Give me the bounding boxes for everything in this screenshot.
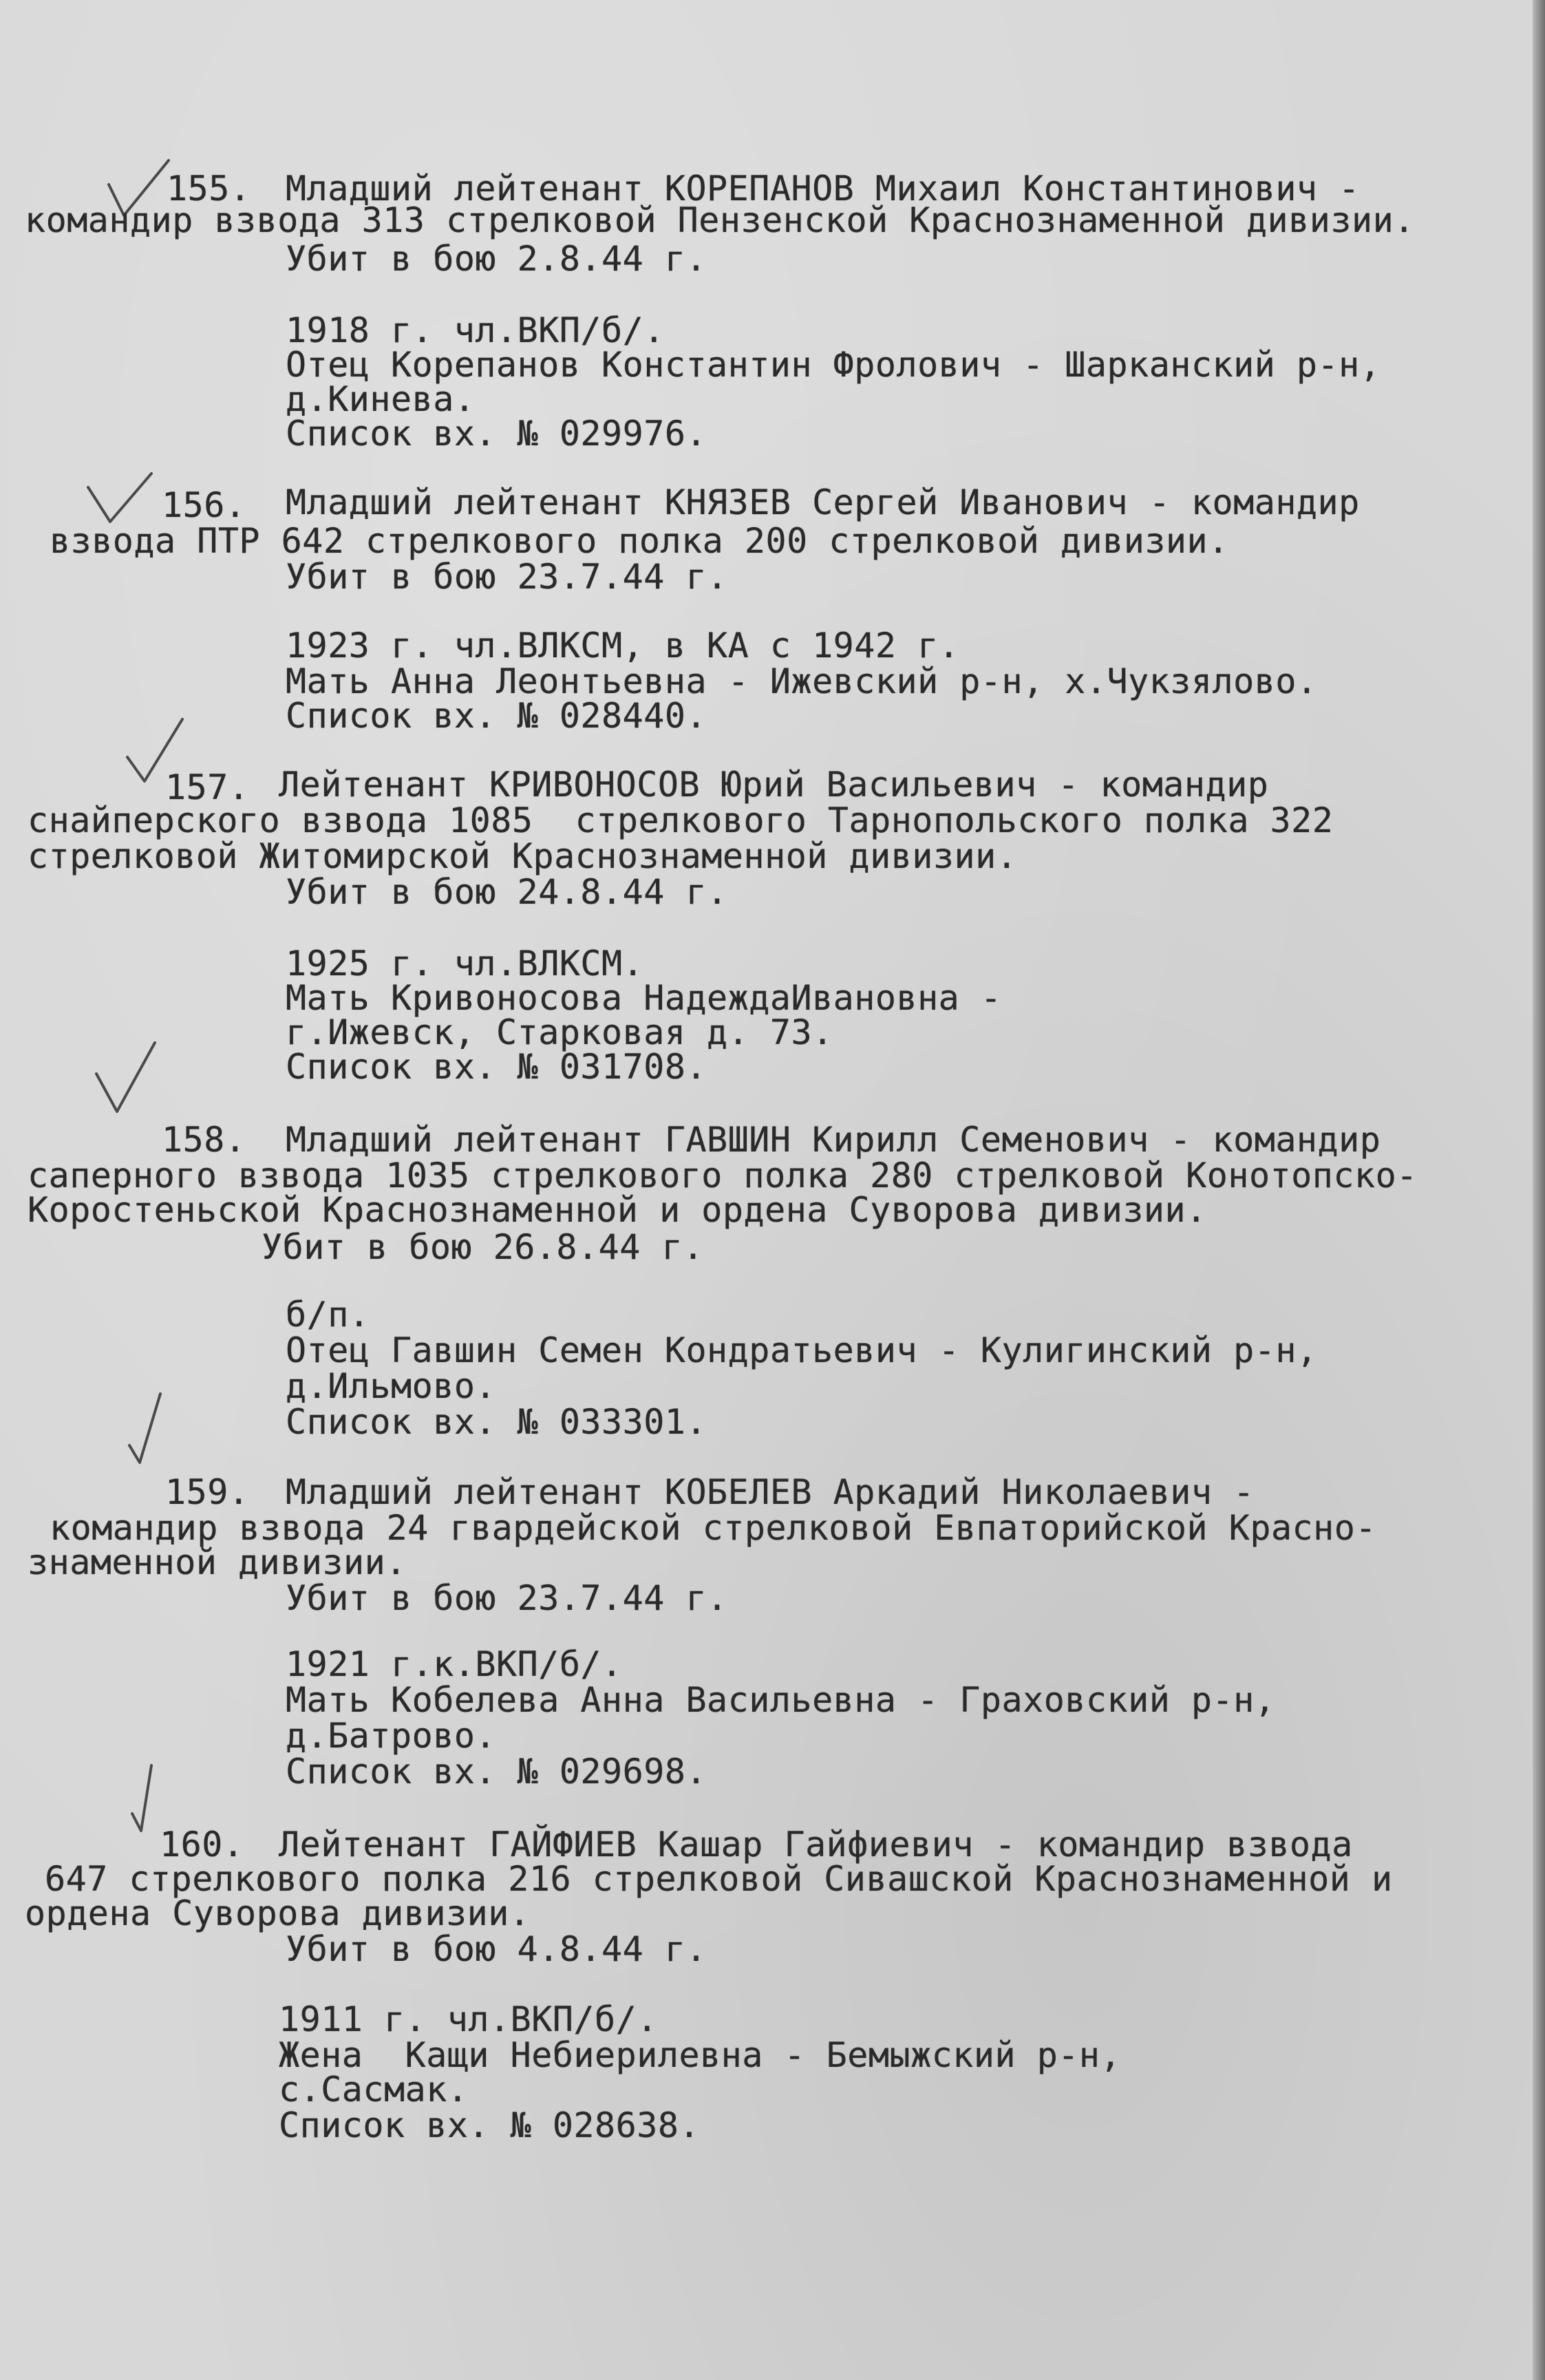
record-line: д.Ильмово. (286, 1366, 497, 1406)
record-line: снайперского взвода 1085 стрелкового Тарнопольского полка 322 (28, 800, 1334, 840)
record-line: знаменной дивизии. (28, 1542, 407, 1582)
record-line: д.Кинева. (286, 379, 476, 419)
record-line: г.Ижевск, Старковая д. 73. (286, 1012, 833, 1052)
record-line: 1918 г. чл.ВКП/б/. (286, 310, 665, 350)
record-line: Мать Анна Леонтьевна - Ижевский р-н, х.Чукзялово. (286, 661, 1318, 701)
record-line: командир взвода 24 гвардейской стрелковой Евпаторийской Красно- (50, 1508, 1376, 1548)
page-edge-shadow (1533, 0, 1545, 2380)
record-line: стрелковой Житомирской Краснознаменной дивизии. (28, 836, 1018, 876)
record-line: 647 стрелкового полка 216 стрелковой Сивашской Краснознаменной и (45, 1859, 1393, 1899)
record-number: 159. (165, 1472, 250, 1512)
record-number: 155. (167, 169, 251, 209)
record-killed: Убит в бою 23.7.44 г. (286, 557, 728, 597)
record-line: командир взвода 313 стрелковой Пензенской Краснознаменной дивизии. (25, 200, 1415, 240)
record-killed: Убит в бою 23.7.44 г. (286, 1578, 728, 1618)
record-line: Мать Кобелева Анна Васильевна - Граховский р-н, (286, 1680, 1276, 1720)
record-line: Отец Корепанов Константин Фролович - Шарканский р-н, (286, 345, 1381, 385)
record-line: Жена Кащи Небиерилевна - Бемыжский р-н, (279, 2035, 1122, 2075)
check-mark-icon (122, 1390, 198, 1466)
record-killed: Убит в бою 2.8.44 г. (286, 239, 707, 279)
record-killed: Убит в бою 4.8.44 г. (286, 1929, 707, 1969)
record-line: Отец Гавшин Семен Кондратьевич - Кулигинский р-н, (286, 1330, 1318, 1370)
record-list-number: Список вх. № 029976. (286, 414, 707, 454)
record-list-number: Список вх. № 031708. (286, 1047, 707, 1087)
record-heading: Младший лейтенант КОРЕПАНОВ Михаил Константинович - (286, 169, 1360, 209)
record-list-number: Список вх. № 028440. (286, 696, 707, 736)
record-heading: Младший лейтенант КНЯЗЕВ Сергей Иванович - командир (286, 482, 1360, 522)
record-line: 1921 г.к.ВКП/б/. (286, 1644, 623, 1684)
record-number: 158. (162, 1120, 246, 1160)
record-list-number: Список вх. № 033301. (286, 1402, 707, 1442)
record-killed: Убит в бою 24.8.44 г. (286, 872, 728, 912)
record-number: 157. (165, 767, 250, 807)
record-number: 160. (160, 1825, 244, 1864)
record-line: б/п. (286, 1295, 370, 1335)
record-line: Коростеньской Краснознаменной и ордена Суворова дивизии. (28, 1190, 1207, 1230)
record-line: взвода ПТР 642 стрелкового полка 200 стрелковой дивизии. (50, 521, 1229, 561)
record-heading: Лейтенант ГАЙФИЕВ Кашар Гайфиевич - командир взвода (279, 1825, 1353, 1864)
record-heading: Младший лейтенант ГАВШИН Кирилл Семенович - командир (286, 1120, 1381, 1160)
record-line: ордена Суворова дивизии. (25, 1893, 531, 1933)
record-list-number: Список вх. № 028638. (279, 2105, 701, 2145)
record-line: с.Сасмак. (279, 2070, 469, 2110)
record-line: саперного взвода 1035 стрелкового полка 280 стрелковой Конотопско- (28, 1156, 1418, 1196)
check-mark-icon (89, 1039, 165, 1115)
record-line: 1911 г. чл.ВКП/б/. (279, 1999, 658, 2039)
record-line: 1925 г. чл.ВЛКСМ. (286, 944, 644, 984)
record-heading: Лейтенант КРИВОНОСОВ Юрий Васильевич - командир (279, 765, 1269, 805)
record-list-number: Список вх. № 029698. (286, 1752, 707, 1792)
record-heading: Младший лейтенант КОБЕЛЕВ Аркадий Николаевич - (286, 1472, 1255, 1512)
record-line: Мать Кривоносова НадеждаИвановна - (286, 978, 1002, 1018)
record-line: 1923 г. чл.ВЛКСМ, в КА с 1942 г. (286, 626, 960, 666)
record-killed: Убит в бою 26.8.44 г. (262, 1227, 704, 1267)
record-line: д.Батрово. (286, 1716, 497, 1756)
record-number: 156. (162, 485, 246, 525)
